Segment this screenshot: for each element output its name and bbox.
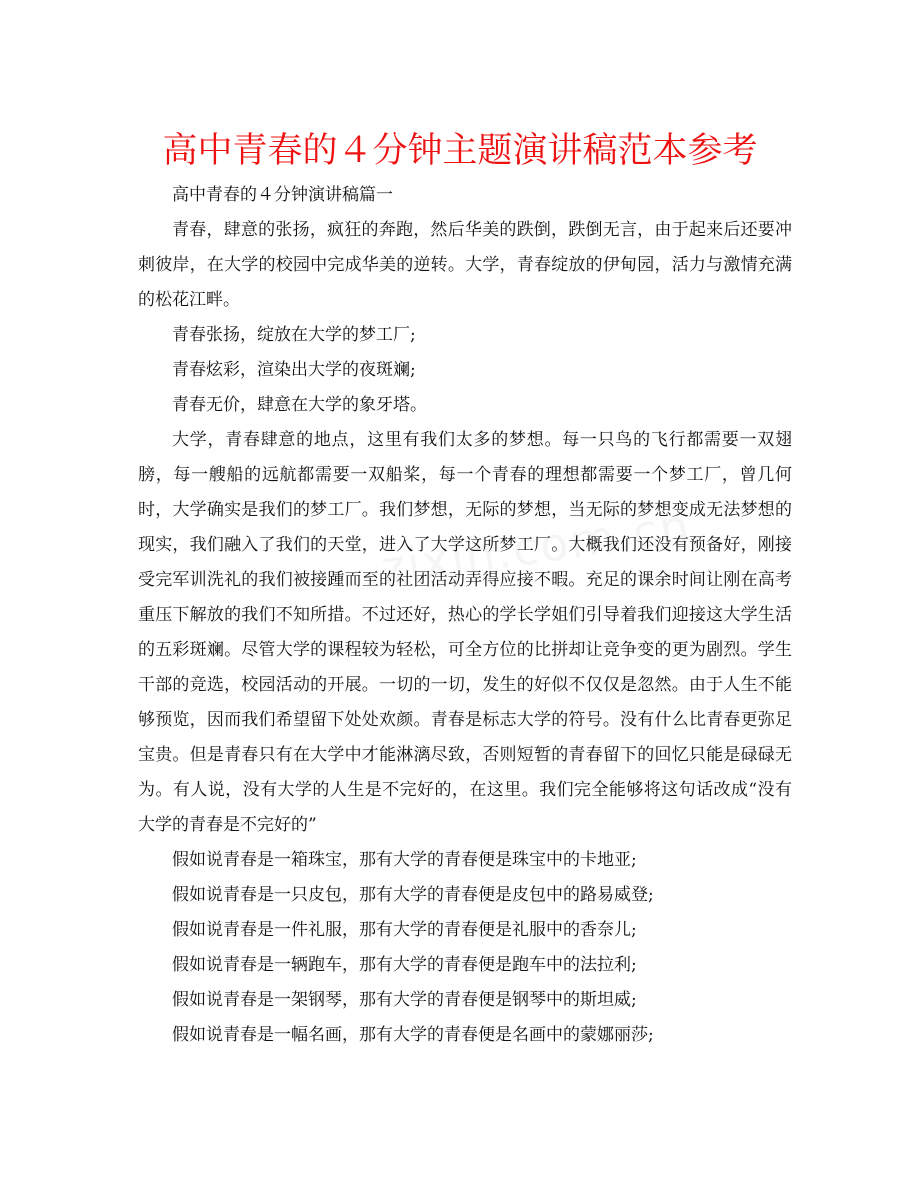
paragraph-intro: 青春，肆意的张扬，疯狂的奔跑，然后华美的跌倒，跌倒无言，由于起来后还要冲刺彼岸，在大学的校园中完成华美的逆转。大学，青春绽放的伊甸园，活力与激情充满的松花江畔。: [138, 220, 792, 310]
verse-line: 青春无价，肆意在大学的象牙塔。: [172, 395, 427, 415]
section-heading: 高中青春的４分钟演讲稿篇一: [172, 185, 393, 205]
comparison-line: 假如说青春是一幅名画，那有大学的青春便是名画中的蒙娜丽莎;: [172, 1025, 654, 1045]
comparison-line: 假如说青春是一只皮包，那有大学的青春便是皮包中的路易威登;: [172, 885, 654, 905]
comparison-line: 假如说青春是一辆跑车，那有大学的青春便是跑车中的法拉利;: [172, 955, 637, 975]
document-body: [138, 178, 792, 1053]
comparison-line: 假如说青春是一箱珠宝，那有大学的青春便是珠宝中的卡地亚;: [172, 850, 637, 870]
paragraph-main: 大学，青春肆意的地点，这里有我们太多的梦想。每一只鸟的飞行都需要一双翅膀，每一艘船的远航都需要一双船桨，每一个青春的理想都需要一个梦工厂，曾几何时，大学确实是我们的梦工厂。我们梦想，无际的梦想，当无际的梦想变成无法梦想的现实，我们融入了我们的天堂，进入了大学这所梦工厂。大概我们还没有预备好，刚接受完军训洗礼的我们被接踵而至的社团活动弄得应接不暇。充足的课余时间让刚在高考重压下解放的我们不知所措。不过还好，热心的学长学姐们引导着我们迎接这大学生活的五彩斑斓。尽管大学的课程较为轻松，可全方位的比拼却让竞争变的更为剧烈。学生干部的竞选，校园活动的开展。一切的一切，发生的好似不仅仅是忽然。由于人生不能够预览，因而我们希望留下处处欢颜。青春是标志大学的符号。没有什么比青春更弥足宝贵。但是青春只有在大学中才能淋漓尽致，否则短暂的青春留下的回忆只能是碌碌无为。有人说，没有大学的人生是不完好的，在这里。我们完全能够将这句话改成“没有大学的青春是不完好的”: [138, 430, 792, 835]
comparison-line: 假如说青春是一架钢琴，那有大学的青春便是钢琴中的斯坦威;: [172, 990, 637, 1010]
verse-line: 青春炫彩，渲染出大学的夜斑斓;: [172, 360, 416, 380]
verse-line: 青春张扬，绽放在大学的梦工厂;: [172, 325, 416, 345]
comparison-line: 假如说青春是一件礼服，那有大学的青春便是礼服中的香奈儿;: [172, 920, 637, 940]
document-title: 高中青春的４分钟主题演讲稿范本参考: [162, 131, 758, 171]
